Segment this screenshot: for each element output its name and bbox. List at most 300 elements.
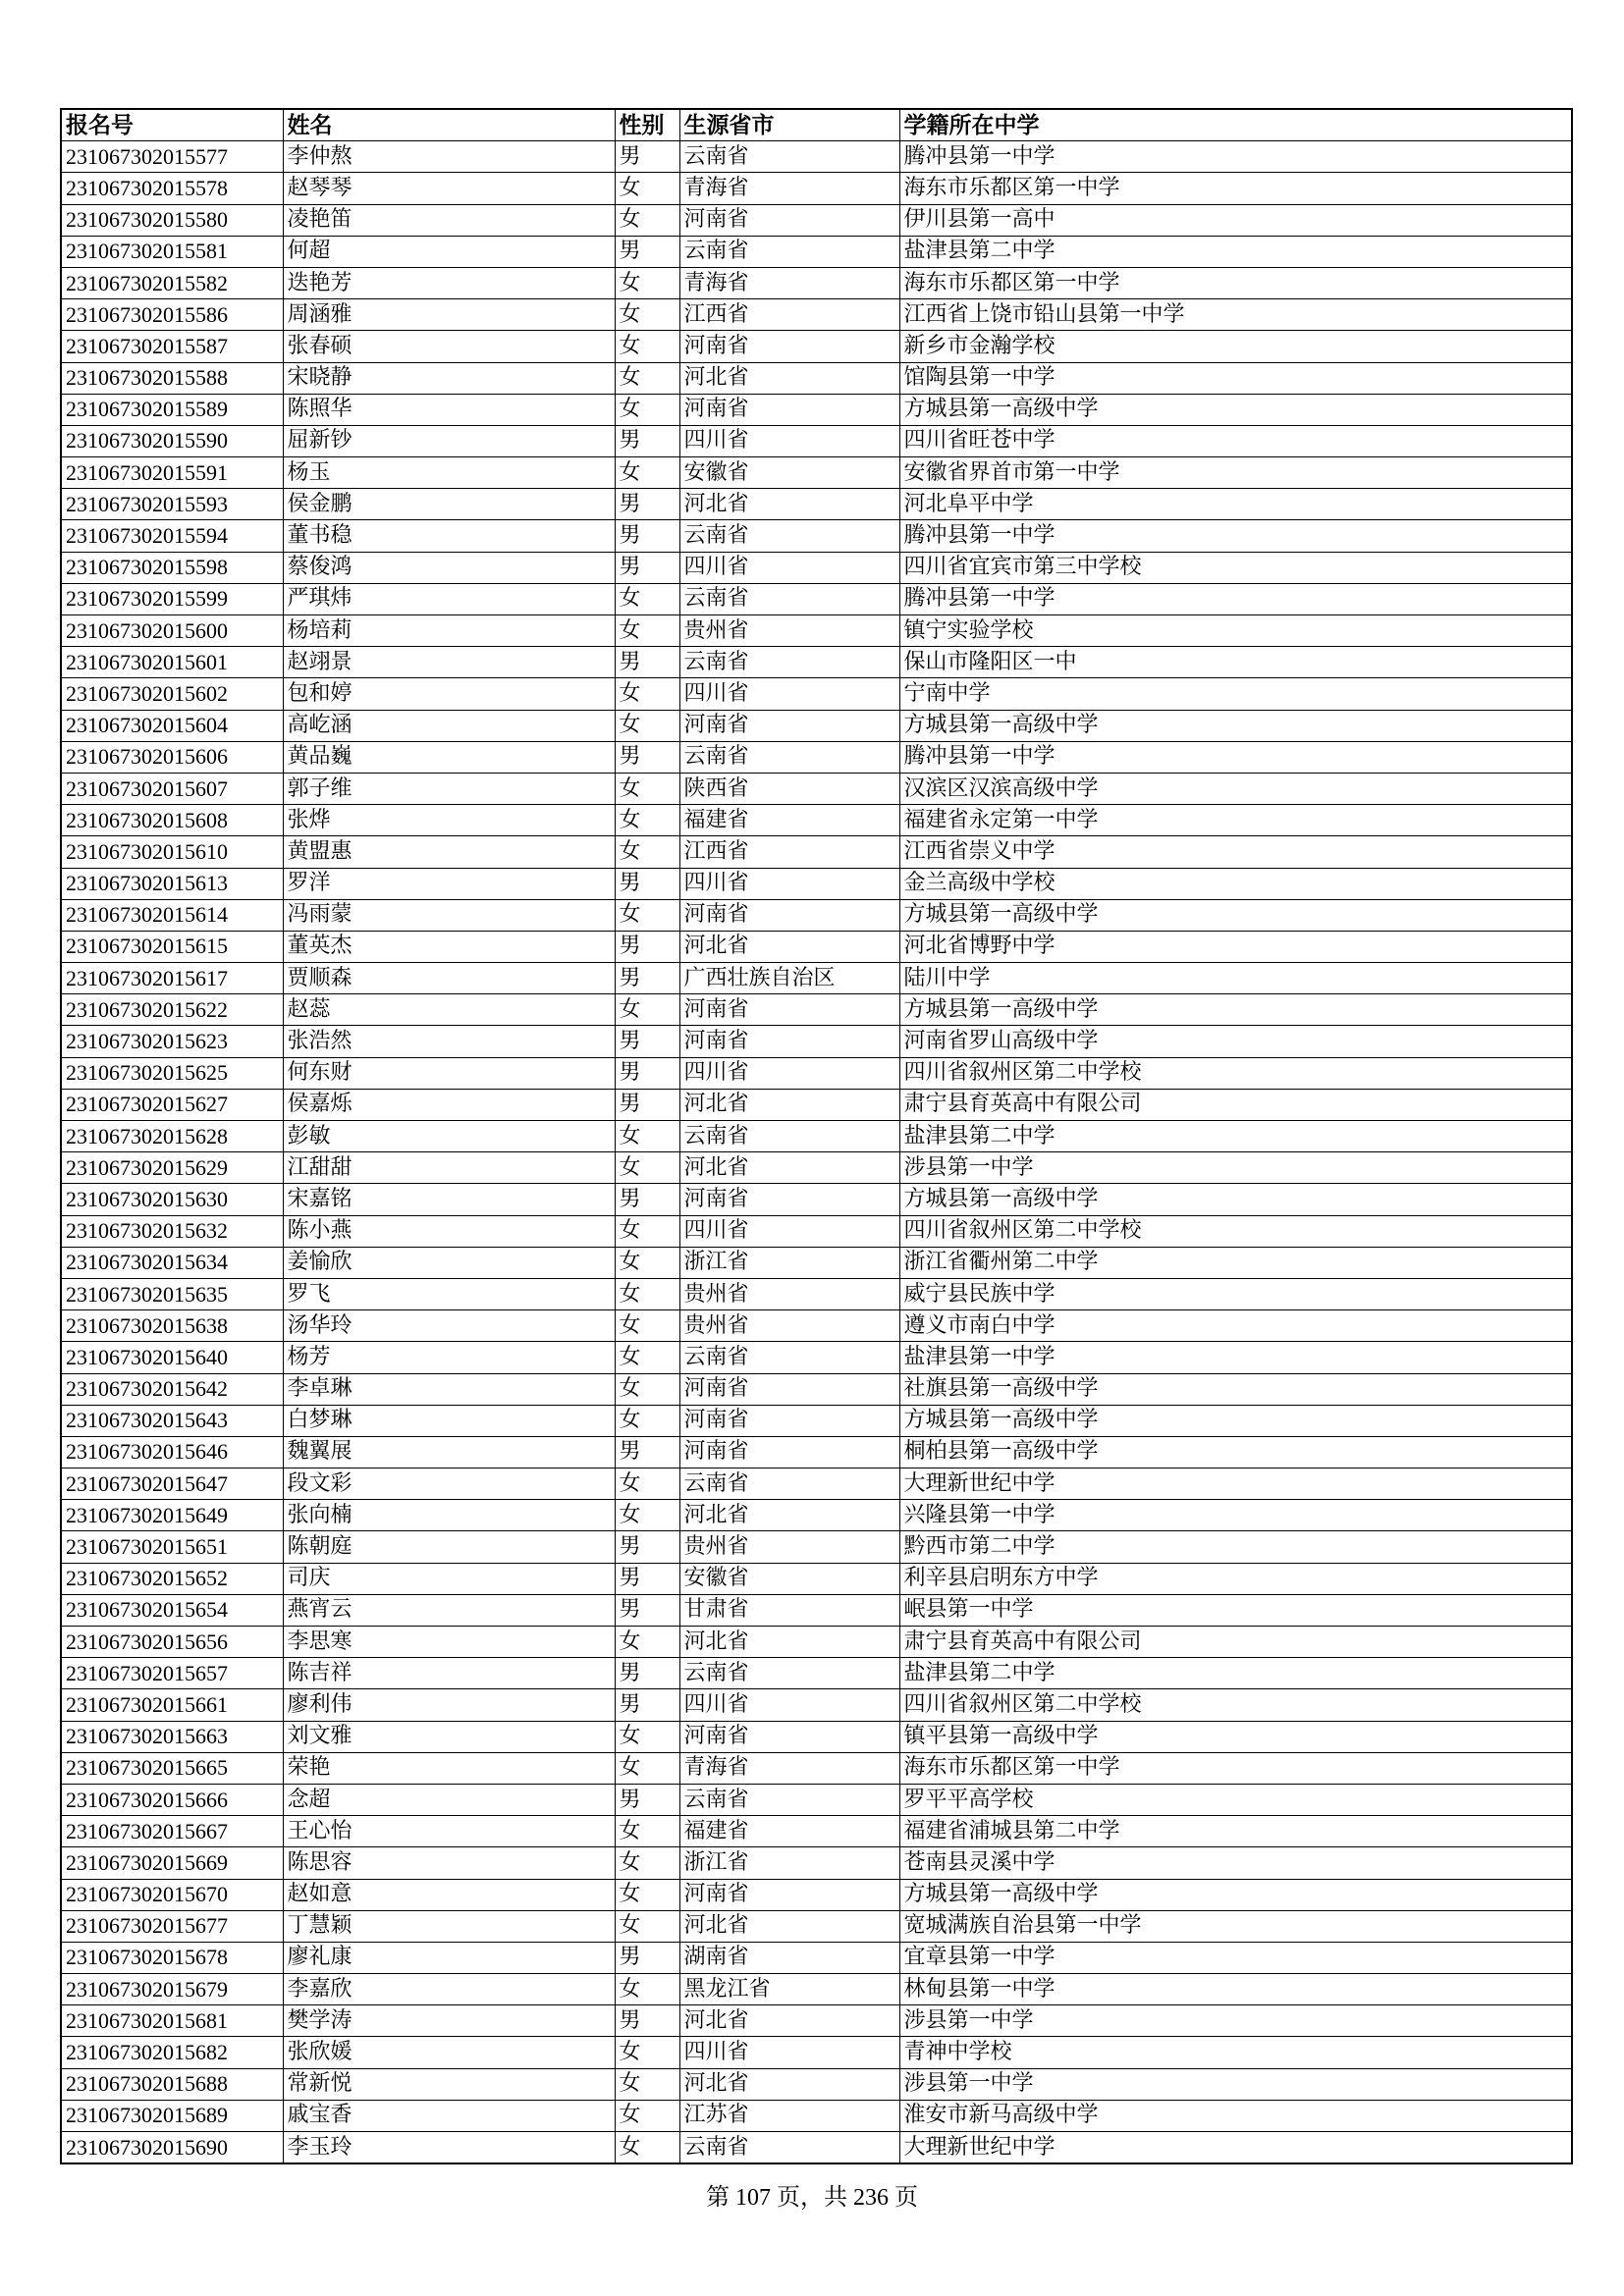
name-cell: 冯雨蒙 [283,899,615,931]
province-cell: 河南省 [679,710,899,741]
province-cell: 四川省 [679,678,899,710]
table-row [61,2100,1572,2131]
registration-number-cell: 231067302015588 [61,362,283,394]
table-row [61,1184,1572,1215]
table-row [61,2132,1572,2164]
province-cell: 青海省 [679,1752,899,1784]
table-row [61,1721,1572,1752]
school-cell: 涉县第一中学 [899,1152,1572,1184]
name-cell: 郭子维 [283,773,615,804]
table-row [61,1689,1572,1721]
table-row [61,2005,1572,2037]
province-cell: 云南省 [679,1658,899,1689]
table-row [61,1847,1572,1879]
school-cell: 海东市乐都区第一中学 [899,173,1572,204]
registration-number-cell: 231067302015651 [61,1531,283,1563]
province-cell: 云南省 [679,1342,899,1373]
registration-number-cell: 231067302015630 [61,1184,283,1215]
table-row [61,1563,1572,1594]
school-cell: 黔西市第二中学 [899,1531,1572,1563]
table-row [61,1627,1572,1658]
header-registration-number: 报名号 [61,109,283,141]
table-row [61,552,1572,583]
school-cell: 林甸县第一中学 [899,1974,1572,2005]
name-cell: 陈吉祥 [283,1658,615,1689]
school-cell: 伊川县第一高中 [899,204,1572,236]
gender-cell: 女 [615,394,679,425]
gender-cell: 男 [615,1942,679,1973]
school-cell: 四川省叙州区第二中学校 [899,1057,1572,1089]
table-row [61,362,1572,394]
table-row [61,583,1572,614]
province-cell: 云南省 [679,1121,899,1152]
province-cell: 云南省 [679,1468,899,1500]
table-row [61,741,1572,773]
name-cell: 司庆 [283,1563,615,1594]
gender-cell: 女 [615,1468,679,1500]
province-cell: 云南省 [679,520,899,552]
registration-number-cell: 231067302015606 [61,741,283,773]
name-cell: 罗洋 [283,868,615,899]
name-cell: 罗飞 [283,1278,615,1309]
province-cell: 河北省 [679,1500,899,1531]
registration-number-cell: 231067302015607 [61,773,283,804]
province-cell: 河南省 [679,331,899,362]
registration-number-cell: 231067302015594 [61,520,283,552]
gender-cell: 女 [615,2132,679,2164]
registration-number-cell: 231067302015601 [61,647,283,678]
registration-number-cell: 231067302015602 [61,678,283,710]
school-cell: 安徽省界首市第一中学 [899,457,1572,489]
name-cell: 李仲熬 [283,141,615,173]
gender-cell: 女 [615,1215,679,1247]
school-cell: 岷县第一中学 [899,1594,1572,1626]
registration-number-cell: 231067302015590 [61,425,283,456]
table-row [61,1468,1572,1500]
gender-cell: 女 [615,457,679,489]
registration-number-cell: 231067302015682 [61,2037,283,2068]
gender-cell: 女 [615,1152,679,1184]
name-cell: 白梦琳 [283,1405,615,1436]
province-cell: 黑龙江省 [679,1974,899,2005]
province-cell: 云南省 [679,2132,899,2164]
gender-cell: 女 [615,1373,679,1405]
name-cell: 李思寒 [283,1627,615,1658]
name-cell: 杨芳 [283,1342,615,1373]
registration-number-cell: 231067302015681 [61,2005,283,2037]
gender-cell: 女 [615,204,679,236]
table-row [61,2068,1572,2100]
school-cell: 江西省上饶市铅山县第一中学 [899,299,1572,331]
table-row [61,141,1572,173]
gender-cell: 男 [615,931,679,962]
registration-number-cell: 231067302015614 [61,899,283,931]
province-cell: 河南省 [679,1373,899,1405]
school-cell: 方城县第一高级中学 [899,899,1572,931]
name-cell: 侯嘉烁 [283,1089,615,1120]
school-cell: 桐柏县第一高级中学 [899,1436,1572,1468]
table-row [61,1089,1572,1120]
registration-number-cell: 231067302015599 [61,583,283,614]
table-row [61,267,1572,298]
name-cell: 凌艳笛 [283,204,615,236]
province-cell: 云南省 [679,141,899,173]
province-cell: 云南省 [679,647,899,678]
table-row [61,1974,1572,2005]
school-cell: 遵义市南白中学 [899,1310,1572,1342]
table-row [61,1942,1572,1973]
school-cell: 罗平平高学校 [899,1784,1572,1815]
table-row [61,1910,1572,1942]
table-row [61,963,1572,994]
table-row [61,173,1572,204]
name-cell: 张春硕 [283,331,615,362]
school-cell: 社旗县第一高级中学 [899,1373,1572,1405]
province-cell: 贵州省 [679,1531,899,1563]
gender-cell: 女 [615,2100,679,2131]
table-row [61,710,1572,741]
table-row [61,1278,1572,1309]
table-row [61,1152,1572,1184]
province-cell: 河北省 [679,1152,899,1184]
gender-cell: 女 [615,615,679,647]
gender-cell: 女 [615,994,679,1026]
gender-cell: 男 [615,552,679,583]
school-cell: 威宁县民族中学 [899,1278,1572,1309]
name-cell: 姜愉欣 [283,1247,615,1278]
table-row [61,868,1572,899]
school-cell: 腾冲县第一中学 [899,141,1572,173]
school-cell: 大理新世纪中学 [899,1468,1572,1500]
registration-number-cell: 231067302015628 [61,1121,283,1152]
registration-number-cell: 231067302015649 [61,1500,283,1531]
registration-number-cell: 231067302015613 [61,868,283,899]
school-cell: 盐津县第二中学 [899,1121,1572,1152]
school-cell: 海东市乐都区第一中学 [899,267,1572,298]
province-cell: 河南省 [679,1405,899,1436]
table-row [61,1816,1572,1847]
school-cell: 盐津县第二中学 [899,236,1572,267]
school-cell: 盐津县第二中学 [899,1658,1572,1689]
registration-number-cell: 231067302015629 [61,1152,283,1184]
name-cell: 荣艳 [283,1752,615,1784]
name-cell: 赵蕊 [283,994,615,1026]
province-cell: 福建省 [679,805,899,836]
table-row [61,1215,1572,1247]
name-cell: 汤华玲 [283,1310,615,1342]
registration-number-cell: 231067302015581 [61,236,283,267]
gender-cell: 男 [615,141,679,173]
province-cell: 四川省 [679,552,899,583]
gender-cell: 男 [615,1594,679,1626]
registration-number-cell: 231067302015656 [61,1627,283,1658]
school-cell: 四川省叙州区第二中学校 [899,1215,1572,1247]
gender-cell: 男 [615,1784,679,1815]
table-row [61,1500,1572,1531]
registration-number-cell: 231067302015632 [61,1215,283,1247]
gender-cell: 女 [615,773,679,804]
header-name: 姓名 [283,109,615,141]
registration-number-cell: 231067302015622 [61,994,283,1026]
gender-cell: 男 [615,963,679,994]
gender-cell: 女 [615,1974,679,2005]
header-school: 学籍所在中学 [899,109,1572,141]
gender-cell: 女 [615,1247,679,1278]
table-row [61,1121,1572,1152]
gender-cell: 男 [615,868,679,899]
registration-number-cell: 231067302015604 [61,710,283,741]
gender-cell: 男 [615,489,679,520]
school-cell: 海东市乐都区第一中学 [899,1752,1572,1784]
table-row [61,489,1572,520]
name-cell: 李嘉欣 [283,1974,615,2005]
page-footer: 第 107 页，共 236 页 [706,2185,918,2211]
school-cell: 肃宁县育英高中有限公司 [899,1627,1572,1658]
gender-cell: 女 [615,1627,679,1658]
registration-number-cell: 231067302015679 [61,1974,283,2005]
name-cell: 何东财 [283,1057,615,1089]
school-cell: 利辛县启明东方中学 [899,1563,1572,1594]
name-cell: 包和婷 [283,678,615,710]
gender-cell: 女 [615,267,679,298]
registration-number-cell: 231067302015586 [61,299,283,331]
name-cell: 廖利伟 [283,1689,615,1721]
registration-number-cell: 231067302015589 [61,394,283,425]
table-row [61,1057,1572,1089]
name-cell: 杨培莉 [283,615,615,647]
name-cell: 严琪炜 [283,583,615,614]
school-cell: 腾冲县第一中学 [899,583,1572,614]
name-cell: 蔡俊鸿 [283,552,615,583]
table-row [61,1531,1572,1563]
registration-number-cell: 231067302015591 [61,457,283,489]
school-cell: 方城县第一高级中学 [899,1879,1572,1910]
registration-number-cell: 231067302015617 [61,963,283,994]
table-row [61,1594,1572,1626]
province-cell: 四川省 [679,1689,899,1721]
name-cell: 常新悦 [283,2068,615,2100]
name-cell: 宋晓静 [283,362,615,394]
gender-cell: 女 [615,1342,679,1373]
province-cell: 浙江省 [679,1847,899,1879]
registration-number-cell: 231067302015665 [61,1752,283,1784]
school-cell: 青神中学校 [899,2037,1572,2068]
gender-cell: 男 [615,236,679,267]
gender-cell: 男 [615,1057,679,1089]
table-row [61,931,1572,962]
gender-cell: 女 [615,1910,679,1942]
province-cell: 贵州省 [679,615,899,647]
table-row [61,805,1572,836]
registration-number-cell: 231067302015640 [61,1342,283,1373]
gender-cell: 女 [615,678,679,710]
name-cell: 宋嘉铭 [283,1184,615,1215]
registration-number-cell: 231067302015593 [61,489,283,520]
school-cell: 方城县第一高级中学 [899,710,1572,741]
table-row [61,1879,1572,1910]
school-cell: 保山市隆阳区一中 [899,647,1572,678]
gender-cell: 女 [615,710,679,741]
name-cell: 黄盟惠 [283,836,615,868]
gender-cell: 女 [615,173,679,204]
registration-number-cell: 231067302015670 [61,1879,283,1910]
name-cell: 周涵雅 [283,299,615,331]
registration-number-cell: 231067302015600 [61,615,283,647]
registration-number-cell: 231067302015635 [61,1278,283,1309]
table-row [61,1784,1572,1815]
name-cell: 廖礼康 [283,1942,615,1973]
table-row [61,773,1572,804]
province-cell: 广西壮族自治区 [679,963,899,994]
province-cell: 河南省 [679,1721,899,1752]
school-cell: 金兰高级中学校 [899,868,1572,899]
province-cell: 河南省 [679,899,899,931]
registration-number-cell: 231067302015690 [61,2132,283,2164]
roster-table-container [60,108,1571,2164]
table-row [61,647,1572,678]
name-cell: 戚宝香 [283,2100,615,2131]
gender-cell: 女 [615,2037,679,2068]
gender-cell: 女 [615,583,679,614]
name-cell: 董书稳 [283,520,615,552]
school-cell: 河南省罗山高级中学 [899,1026,1572,1057]
province-cell: 四川省 [679,425,899,456]
province-cell: 四川省 [679,868,899,899]
table-row [61,299,1572,331]
table-row [61,520,1572,552]
registration-number-cell: 231067302015678 [61,1942,283,1973]
school-cell: 镇平县第一高级中学 [899,1721,1572,1752]
gender-cell: 男 [615,1436,679,1468]
table-row [61,1405,1572,1436]
registration-number-cell: 231067302015578 [61,173,283,204]
registration-number-cell: 231067302015663 [61,1721,283,1752]
table-row [61,204,1572,236]
table-row [61,1373,1572,1405]
province-cell: 陕西省 [679,773,899,804]
gender-cell: 女 [615,1721,679,1752]
province-cell: 甘肃省 [679,1594,899,1626]
school-cell: 盐津县第一中学 [899,1342,1572,1373]
school-cell: 新乡市金瀚学校 [899,331,1572,362]
province-cell: 贵州省 [679,1278,899,1309]
gender-cell: 女 [615,1816,679,1847]
school-cell: 淮安市新马高级中学 [899,2100,1572,2131]
school-cell: 宜章县第一中学 [899,1942,1572,1973]
gender-cell: 男 [615,520,679,552]
table-row [61,836,1572,868]
name-cell: 陈朝庭 [283,1531,615,1563]
name-cell: 樊学涛 [283,2005,615,2037]
province-cell: 河北省 [679,931,899,962]
province-cell: 云南省 [679,741,899,773]
table-row [61,1026,1572,1057]
school-cell: 四川省宜宾市第三中学校 [899,552,1572,583]
registration-number-cell: 231067302015582 [61,267,283,298]
name-cell: 赵翊景 [283,647,615,678]
gender-cell: 女 [615,299,679,331]
school-cell: 涉县第一中学 [899,2068,1572,2100]
name-cell: 李卓琳 [283,1373,615,1405]
province-cell: 安徽省 [679,457,899,489]
registration-number-cell: 231067302015669 [61,1847,283,1879]
name-cell: 燕宵云 [283,1594,615,1626]
name-cell: 段文彩 [283,1468,615,1500]
school-cell: 方城县第一高级中学 [899,1405,1572,1436]
name-cell: 念超 [283,1784,615,1815]
name-cell: 侯金鹏 [283,489,615,520]
province-cell: 河南省 [679,204,899,236]
registration-number-cell: 231067302015647 [61,1468,283,1500]
table-row [61,457,1572,489]
school-cell: 方城县第一高级中学 [899,1184,1572,1215]
school-cell: 涉县第一中学 [899,2005,1572,2037]
name-cell: 张欣媛 [283,2037,615,2068]
gender-cell: 女 [615,1879,679,1910]
province-cell: 河北省 [679,362,899,394]
gender-cell: 男 [615,1689,679,1721]
table-row [61,236,1572,267]
name-cell: 魏翼展 [283,1436,615,1468]
name-cell: 高屹涵 [283,710,615,741]
school-cell: 兴隆县第一中学 [899,1500,1572,1531]
table-row [61,1310,1572,1342]
table-row [61,678,1572,710]
gender-cell: 女 [615,1310,679,1342]
table-row [61,615,1572,647]
school-cell: 方城县第一高级中学 [899,394,1572,425]
table-body [61,141,1572,2164]
registration-number-cell: 231067302015608 [61,805,283,836]
province-cell: 江西省 [679,299,899,331]
table-row [61,1247,1572,1278]
name-cell: 屈新钞 [283,425,615,456]
table-row [61,425,1572,456]
province-cell: 湖南省 [679,1942,899,1973]
registration-number-cell: 231067302015688 [61,2068,283,2100]
province-cell: 河南省 [679,1026,899,1057]
gender-cell: 女 [615,362,679,394]
name-cell: 何超 [283,236,615,267]
school-cell: 江西省崇义中学 [899,836,1572,868]
name-cell: 刘文雅 [283,1721,615,1752]
gender-cell: 女 [615,836,679,868]
table-row [61,994,1572,1026]
name-cell: 王心怡 [283,1816,615,1847]
name-cell: 李玉玲 [283,2132,615,2164]
header-gender: 性别 [615,109,679,141]
name-cell: 董英杰 [283,931,615,962]
name-cell: 张烨 [283,805,615,836]
province-cell: 河南省 [679,394,899,425]
school-cell: 宽城满族自治县第一中学 [899,1910,1572,1942]
registration-number-cell: 231067302015667 [61,1816,283,1847]
name-cell: 杨玉 [283,457,615,489]
school-cell: 宁南中学 [899,678,1572,710]
school-cell: 镇宁实验学校 [899,615,1572,647]
registration-number-cell: 231067302015587 [61,331,283,362]
gender-cell: 女 [615,1847,679,1879]
gender-cell: 女 [615,1500,679,1531]
roster-table [60,108,1573,2164]
registration-number-cell: 231067302015677 [61,1910,283,1942]
province-cell: 河北省 [679,1627,899,1658]
school-cell: 浙江省衢州第二中学 [899,1247,1572,1278]
province-cell: 安徽省 [679,1563,899,1594]
school-cell: 馆陶县第一中学 [899,362,1572,394]
gender-cell: 女 [615,1752,679,1784]
registration-number-cell: 231067302015689 [61,2100,283,2131]
